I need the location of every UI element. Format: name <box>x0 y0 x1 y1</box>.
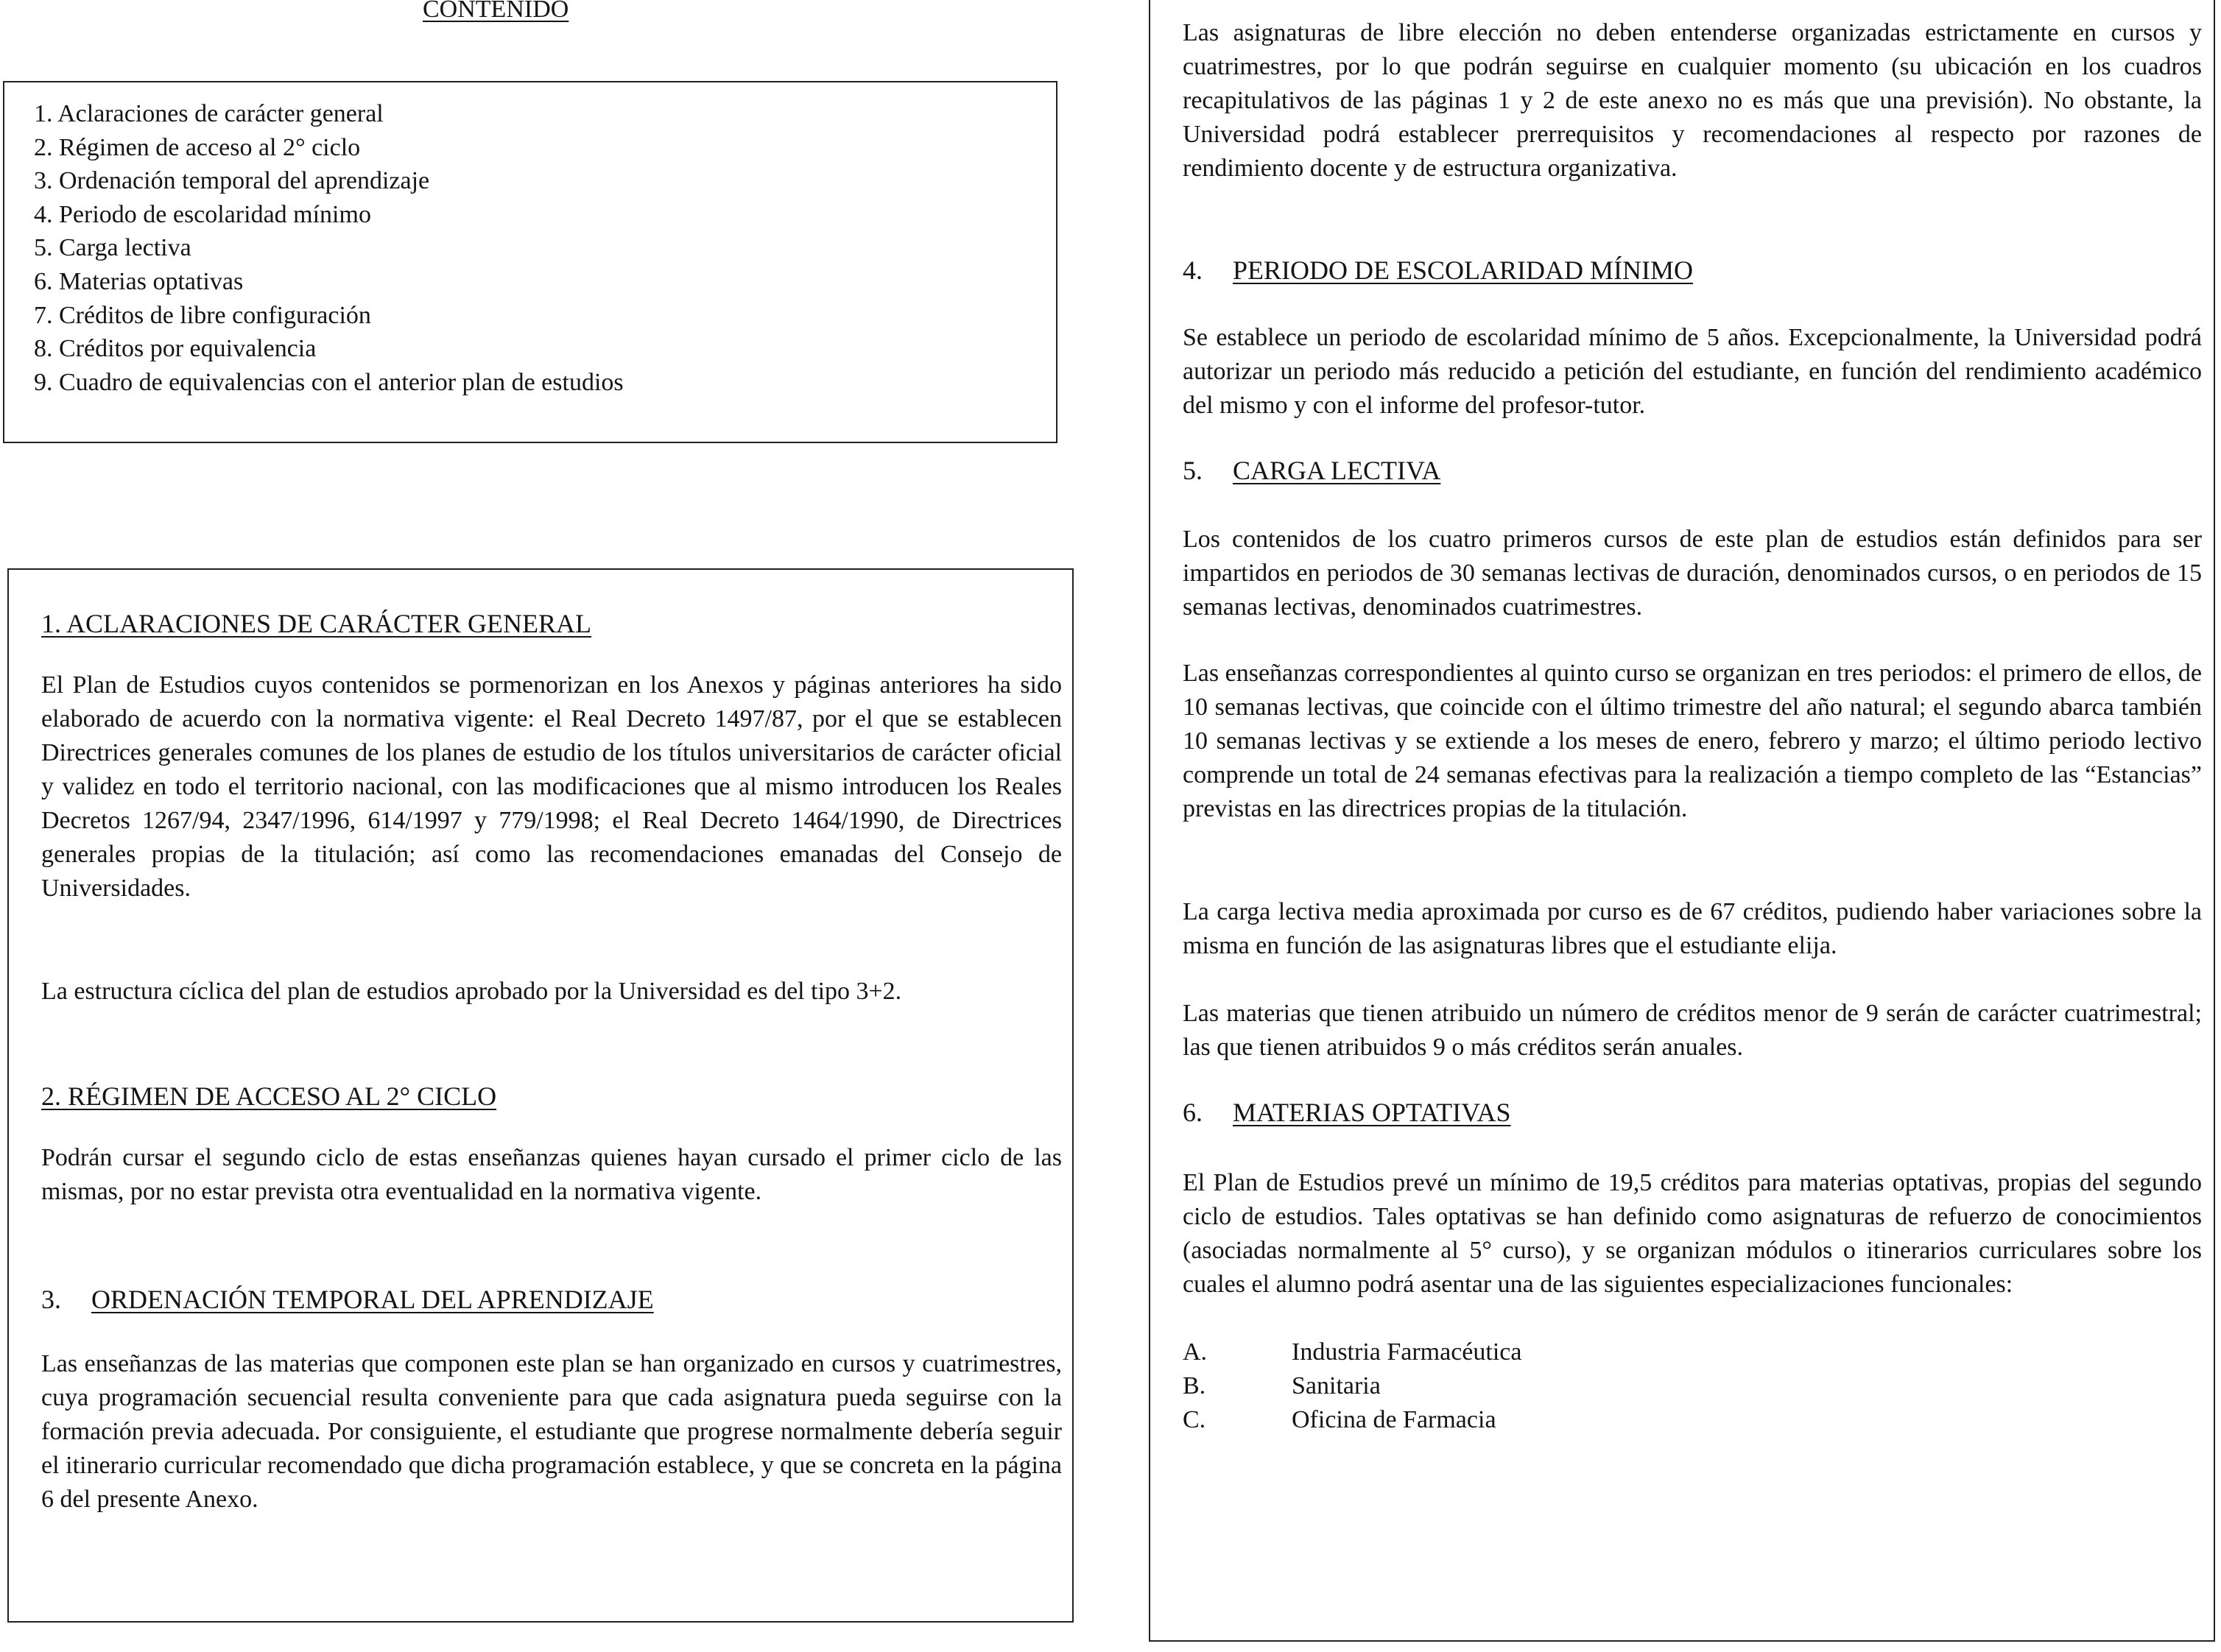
toc-item: 7. Créditos de libre configuración <box>34 301 371 329</box>
section-5-number: 5. <box>1183 456 1203 485</box>
section-1-structure-paragraph: La estructura cíclica del plan de estudios aprobado por la Universidad es del tipo 3+2. <box>41 978 902 1005</box>
section-5-paragraph-3: La carga lectiva media aproximada por curso es de 67 créditos, pudiendo haber variaciones sobre la misma en función de las asignaturas libres que el estudiante elija. <box>1183 898 2202 959</box>
section-6-heading <box>1183 1095 2202 1129</box>
section-3-number: 3. <box>41 1285 61 1314</box>
section-3-paragraph: Las enseñanzas de las materias que componen este plan se han organizado en cursos y cuatrimestres, cuya programación secuencial resulta conveniente para que cada asignatura pueda seguirse con la formación previa adecuada. Por consiguiente, el estudiante que progrese normalmente debería seguir el itinerario curricular recomendado que dicha programación establece, y que se concreta en la página 6 del presente Anexo. <box>41 1350 1062 1513</box>
section-5-paragraph-1: Los contenidos de los cuatro primeros cursos de este plan de estudios están definidos para ser impartidos en periodos de 30 semanas lectivas de duración, denominados cursos, o en periodos de 15 semanas lectivas, denominados cuatrimestres. <box>1183 526 2202 621</box>
toc-item: 6. Materias optativas <box>34 267 244 295</box>
list-item-text: Sanitaria <box>1292 1372 1381 1399</box>
list-item <box>1183 1403 2202 1437</box>
section-4-number: 4. <box>1183 255 1203 285</box>
list-item-letter: A. <box>1183 1338 1208 1366</box>
section-2-heading: 2. RÉGIMEN DE ACCESO AL 2° CICLO <box>41 1081 497 1111</box>
section-1-paragraph: El Plan de Estudios cuyos contenidos se pormenorizan en los Anexos y páginas anteriores ha sido elaborado de acuerdo con la normativa vigente: el Real Decreto 1497/87, por el que se establecen Directrices generales comunes de los planes de estudio de los títulos universitarios de carácter oficial y validez en todo el territorio nacional, con las modificaciones que al mismo introducen los Reales Decretos 1267/94, 2347/1996, 614/1997 y 779/1998; el Real Decreto 1464/1990, de Directrices generales propias de la titulación; así como las recomendaciones emanadas del Consejo de Universidades. <box>41 671 1062 902</box>
toc-item: 1. Aclaraciones de carácter general <box>34 100 384 127</box>
section-5-paragraph-4: Las materias que tienen atribuido un número de créditos menor de 9 serán de carácter cuatrimestral; las que tienen atribuidos 9 o más créditos serán anuales. <box>1183 1000 2202 1061</box>
section-6-paragraph: El Plan de Estudios prevé un mínimo de 19,5 créditos para materias optativas, propias del segundo ciclo de estudios. Tales optativas se han definido como asignaturas de refuerzo de conocimientos (asociadas normalmente al 5° curso), y se organizan módulos o itinerarios curriculares sobre los cuales el alumno podrá asentar una de las siguientes especializaciones funcionales: <box>1183 1169 2202 1298</box>
toc-item: 8. Créditos por equivalencia <box>34 335 317 363</box>
libre-eleccion-paragraph: Las asignaturas de libre elección no deben entenderse organizadas estrictamente en cursos y cuatrimestres, por lo que podrán seguirse en cualquier momento (su ubicación en los cuadros recapitulativos de las páginas 1 y 2 de este anexo no es más que una previsión). No obstante, la Universidad podrá establecer prerrequisitos y recomendaciones al respecto por razones de rendimiento docente y de estructura organizativa. <box>1183 19 2202 182</box>
section-4-title: PERIODO DE ESCOLARIDAD MÍNIMO <box>1233 255 1693 285</box>
toc-item: 2. Régimen de acceso al 2° ciclo <box>34 133 361 161</box>
list-item <box>1183 1369 2202 1403</box>
section-6-number: 6. <box>1183 1098 1203 1127</box>
list-item-text: Oficina de Farmacia <box>1292 1406 1496 1433</box>
section-1-heading: 1. ACLARACIONES DE CARÁCTER GENERAL <box>41 609 592 638</box>
right-section-box <box>1149 0 2215 1642</box>
left-section-box <box>7 568 1074 1623</box>
section-5-heading <box>1183 453 2202 487</box>
section-3-heading <box>41 1282 1062 1316</box>
list-item-text: Industria Farmacéutica <box>1292 1338 1522 1366</box>
list-item-letter: B. <box>1183 1372 1206 1399</box>
contenido-title: CONTENIDO <box>423 0 569 23</box>
section-5-title: CARGA LECTIVA <box>1233 456 1441 485</box>
toc-item: 4. Periodo de escolaridad mínimo <box>34 200 371 228</box>
table-of-contents <box>3 81 1057 443</box>
section-5-paragraph-2: Las enseñanzas correspondientes al quinto curso se organizan en tres periodos: el primero de ellos, de 10 semanas lectivas, que coincide con el último trimestre del año natural; el segundo abarca también 10 semanas lectivas y se extiende a los meses de enero, febrero y marzo; el último periodo lectivo comprende un total de 24 semanas efectivas para la realización a tiempo completo de las “Estancias” previstas en las directrices propias de la titulación. <box>1183 660 2202 822</box>
section-6-title: MATERIAS OPTATIVAS <box>1233 1098 1511 1127</box>
section-4-paragraph: Se establece un periodo de escolaridad mínimo de 5 años. Excepcionalmente, la Universidad podrá autorizar un periodo más reducido a petición del estudiante, en función del rendimiento académico del mismo y con el informe del profesor-tutor. <box>1183 324 2202 419</box>
section-4-heading <box>1183 253 2202 287</box>
section-3-title: ORDENACIÓN TEMPORAL DEL APRENDIZAJE <box>91 1285 654 1314</box>
toc-item: 9. Cuadro de equivalencias con el anterior plan de estudios <box>34 368 624 396</box>
section-2-paragraph: Podrán cursar el segundo ciclo de estas enseñanzas quienes hayan cursado el primer ciclo de las mismas, por no estar prevista otra eventualidad en la normativa vigente. <box>41 1144 1062 1205</box>
list-item <box>1183 1335 2202 1369</box>
list-item-letter: C. <box>1183 1406 1206 1433</box>
toc-list <box>34 97 624 399</box>
toc-item: 3. Ordenación temporal del aprendizaje <box>34 167 430 195</box>
toc-item: 5. Carga lectiva <box>34 234 191 262</box>
